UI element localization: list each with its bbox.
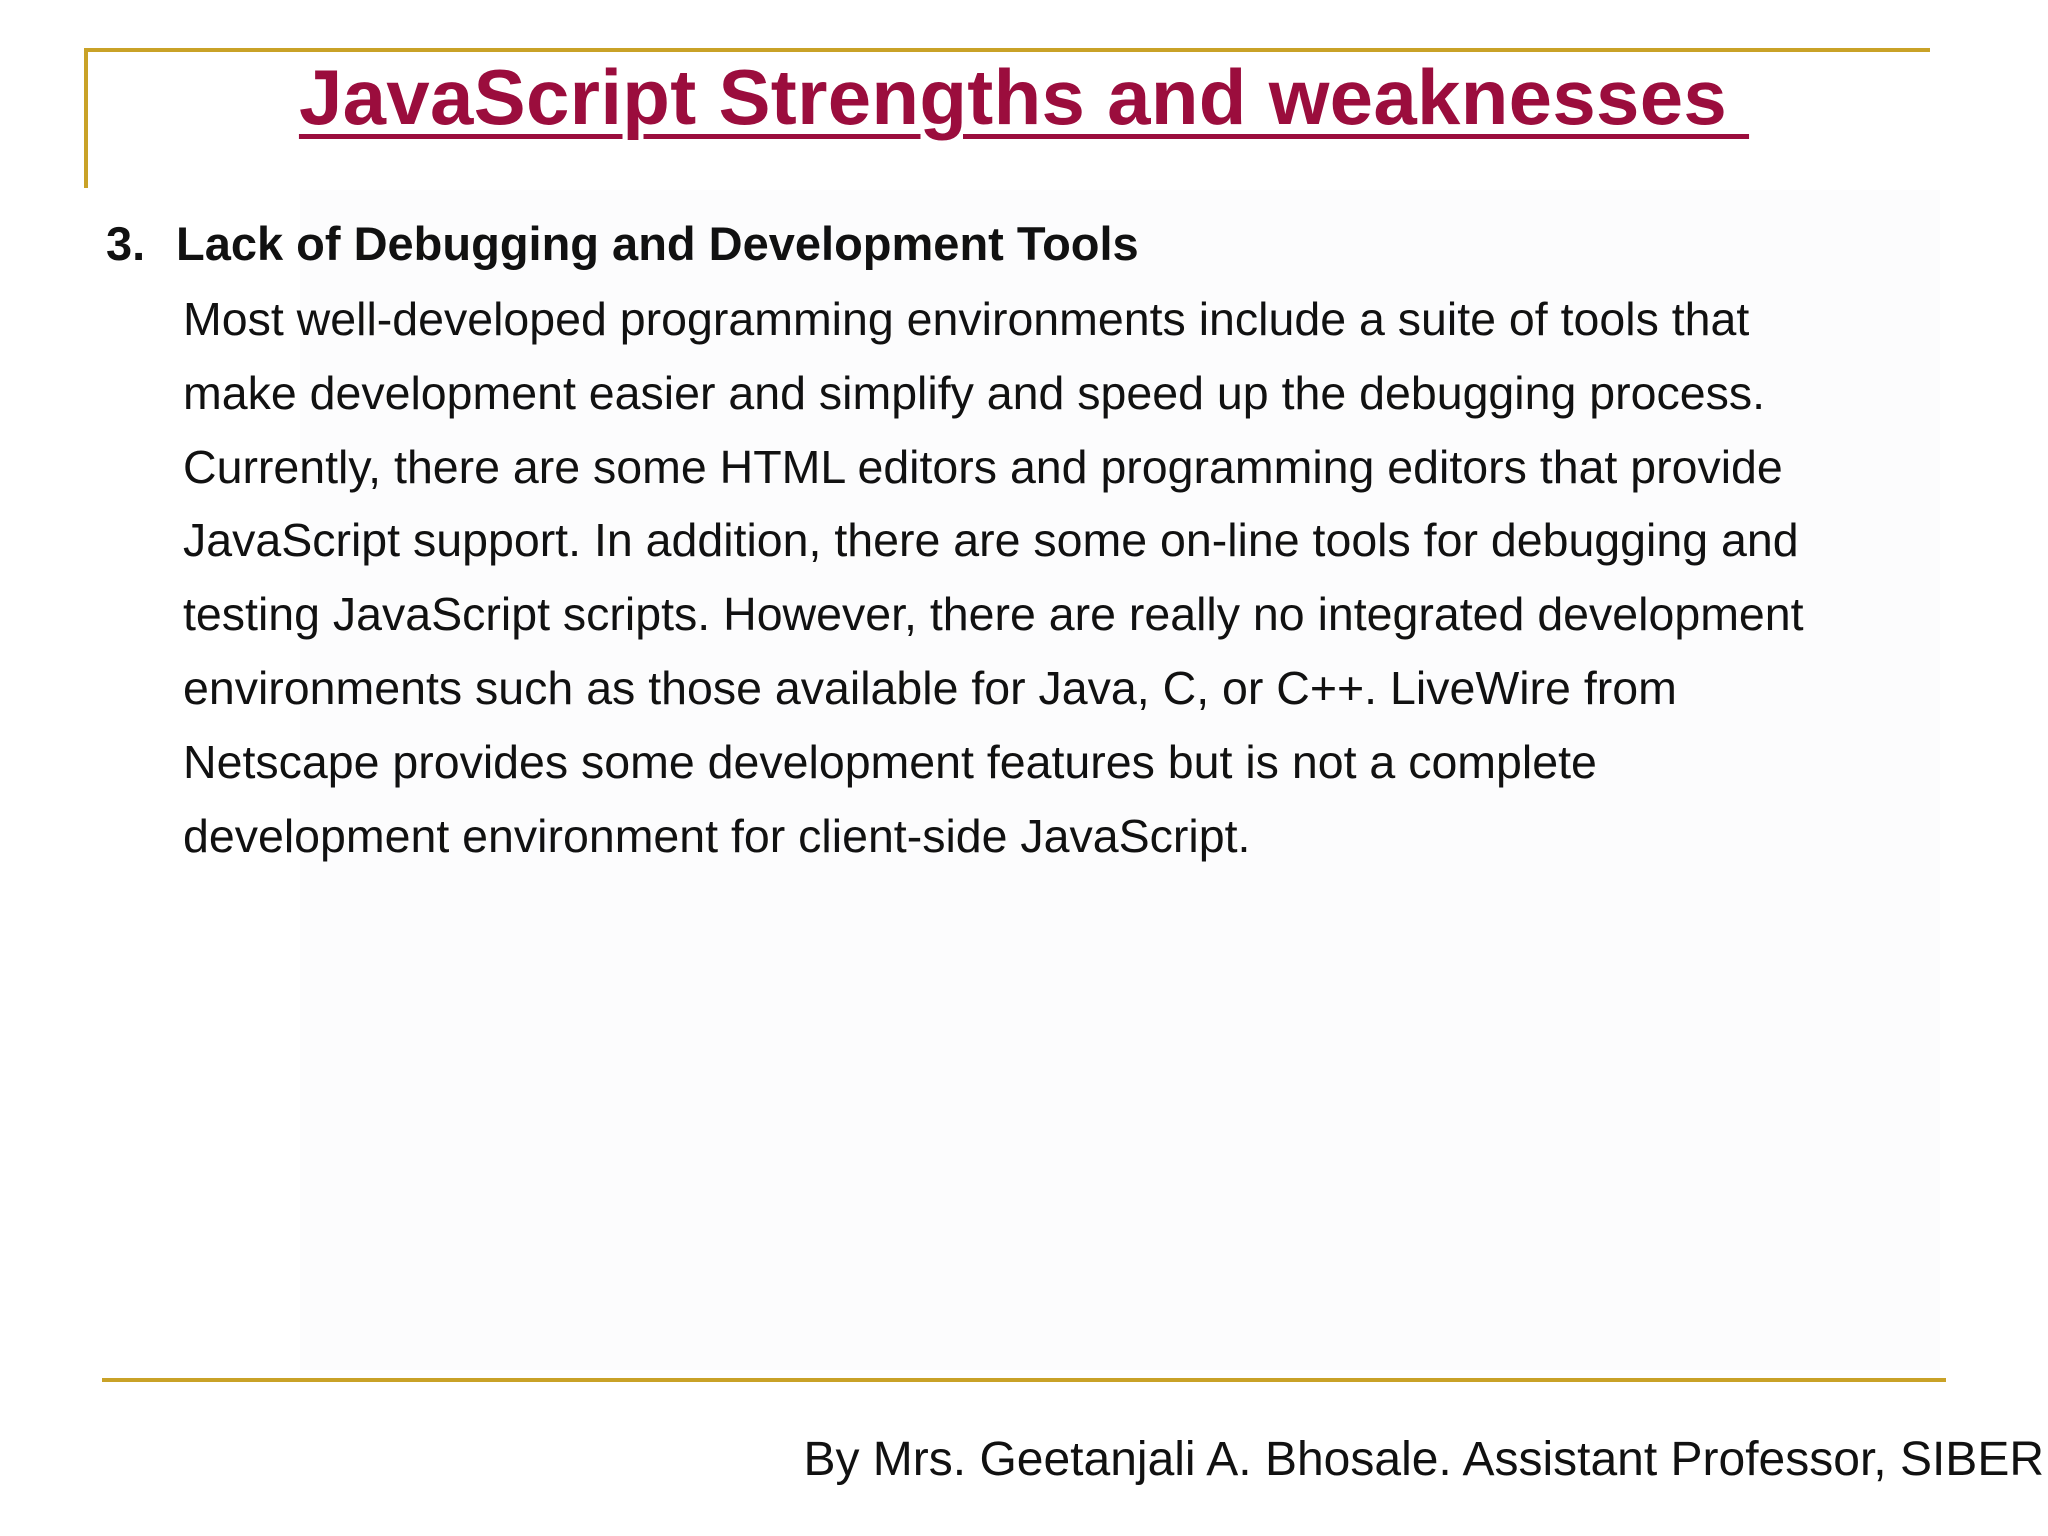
point-body (183, 283, 1983, 873)
body-line: environments such as those available for Java, C, or C++. LiveWire from (183, 661, 1677, 714)
body-line: development environment for client-side JavaScript. (183, 809, 1251, 862)
body-line: Most well-developed programming environments include a suite of tools that (183, 293, 1750, 345)
body-line: JavaScript support. In addition, there are some on-line tools for debugging and (183, 514, 1799, 567)
point-heading-text: Lack of Debugging and Development Tools (176, 217, 1139, 270)
footer-credit: By Mrs. Geetanjali A. Bhosale. Assistant Professor, SIBER (803, 1433, 2044, 1486)
point-number: 3. (106, 217, 146, 270)
body-line: Currently, there are some HTML editors and programming editors that provide (183, 440, 1783, 493)
body-line: make development easier and simplify and speed up the debugging process. (183, 366, 1765, 419)
bottom-border-rule (102, 1378, 1946, 1382)
point-heading (106, 216, 1139, 271)
body-line: Netscape provides some development features but is not a complete (183, 735, 1597, 788)
slide-title: JavaScript Strengths and weaknesses (298, 53, 1750, 141)
body-line: testing JavaScript scripts. However, there are really no integrated development (183, 588, 1804, 641)
